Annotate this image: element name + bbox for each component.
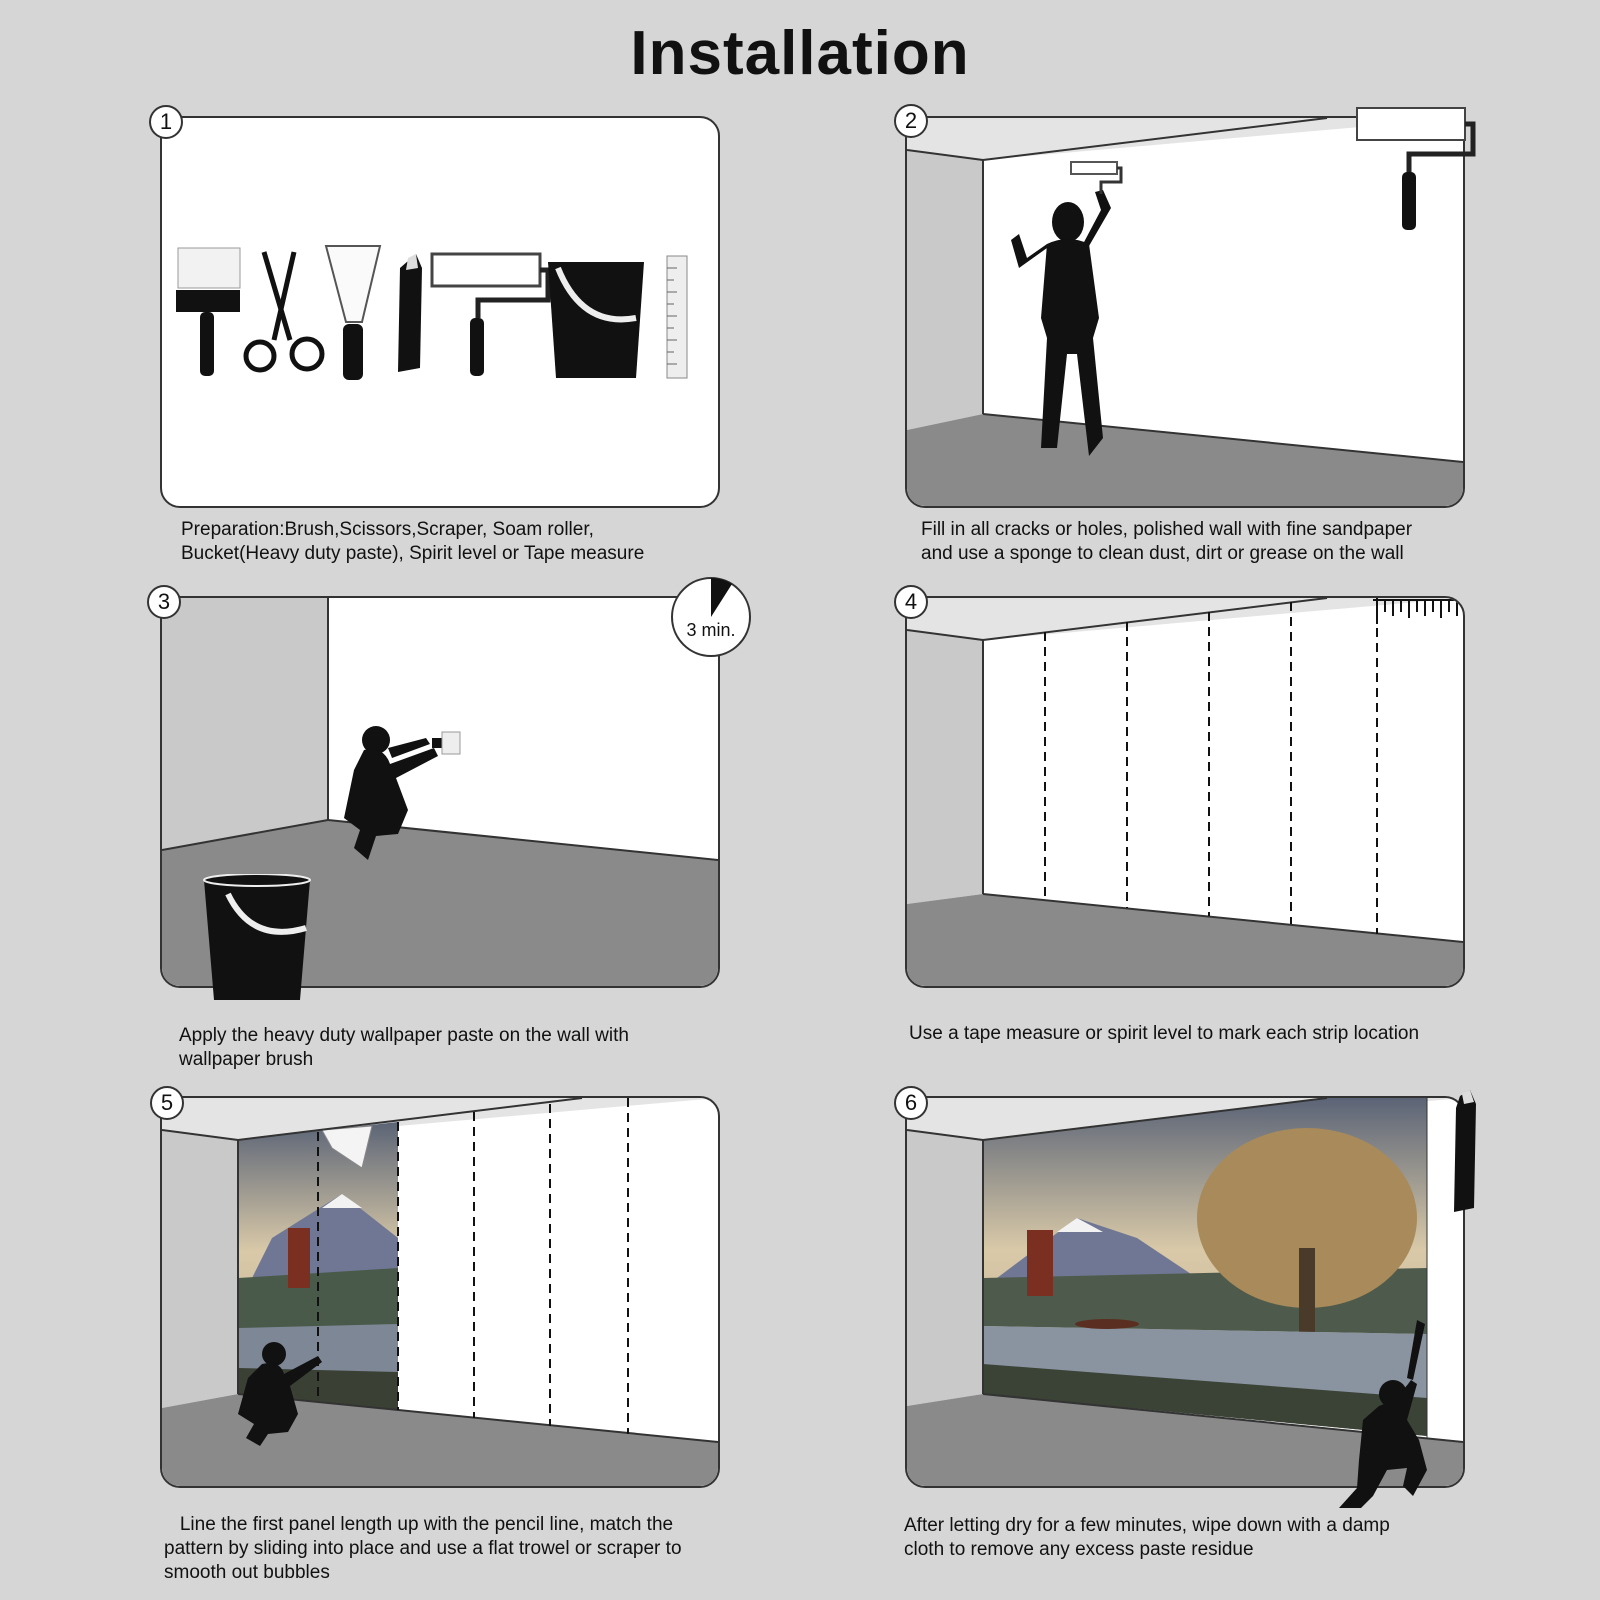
step-1-panel xyxy=(160,116,720,508)
tools-illustration xyxy=(162,118,718,506)
page-title: Installation xyxy=(630,19,970,88)
bucket-icon xyxy=(548,262,644,378)
step-1-caption-line-1: Preparation:Brush,Scissors,Scraper, Soam roller, xyxy=(181,519,594,540)
step-2-caption xyxy=(921,518,1412,566)
step-1-caption-line-2: Bucket(Heavy duty paste), Spirit level or Tape measure xyxy=(181,543,645,564)
ruler-icon xyxy=(667,256,687,378)
step-5-caption xyxy=(164,1513,682,1585)
step-4-caption xyxy=(909,1022,1419,1046)
timer-icon xyxy=(670,576,752,658)
strip-marking-scene xyxy=(907,598,1463,986)
step-4-caption-line-1: Use a tape measure or spirit level to mark each strip location xyxy=(909,1023,1420,1044)
step-6-caption xyxy=(904,1514,1390,1562)
timer-label: 3 min. xyxy=(686,620,736,640)
step-5-number: 5 xyxy=(150,1086,184,1120)
step-4-panel xyxy=(905,596,1465,988)
step-1-caption xyxy=(181,518,644,566)
scraper-icon xyxy=(326,246,380,380)
step-6-caption-line-1: After letting dry for a few minutes, wipe down with a damp xyxy=(904,1515,1390,1536)
knife-icon xyxy=(398,254,422,372)
step-3-caption-line-2: wallpaper brush xyxy=(179,1049,314,1070)
roller-icon xyxy=(432,254,548,376)
step-5-caption-line-2: pattern by sliding into place and use a flat trowel or scraper to xyxy=(164,1538,682,1559)
first-panel-scene xyxy=(162,1098,718,1486)
step-5-caption-line-1: Line the first panel length up with the pencil line, match the xyxy=(164,1514,674,1535)
paint-roller-icon xyxy=(1355,104,1485,234)
step-2-caption-line-2: and use a sponge to clean dust, dirt or grease on the wall xyxy=(921,543,1404,564)
step-2-caption-line-1: Fill in all cracks or holes, polished wall with fine sandpaper xyxy=(921,519,1413,540)
step-3-caption xyxy=(179,1024,629,1072)
wallpaper-brush-icon xyxy=(432,732,460,754)
step-5-panel xyxy=(160,1096,720,1488)
step-3-caption-line-1: Apply the heavy duty wallpaper paste on the wall with xyxy=(179,1025,629,1046)
crouching-person-silhouette xyxy=(1333,1320,1443,1520)
step-6-number: 6 xyxy=(894,1086,928,1120)
small-roller-icon xyxy=(1071,162,1121,194)
step-4-number: 4 xyxy=(894,585,928,619)
brush-icon xyxy=(176,248,240,376)
strip-guide-lines xyxy=(1045,598,1377,934)
utility-knife-icon xyxy=(1446,1088,1486,1218)
paste-bucket-icon xyxy=(202,874,322,1004)
step-5-caption-line-3: smooth out bubbles xyxy=(164,1562,330,1583)
step-1-number: 1 xyxy=(149,105,183,139)
person-silhouette xyxy=(1011,190,1111,456)
step-2-number: 2 xyxy=(894,104,928,138)
step-3-number: 3 xyxy=(147,585,181,619)
step-6-caption-line-2: cloth to remove any excess paste residue xyxy=(904,1539,1254,1560)
scissors-icon xyxy=(246,252,322,370)
